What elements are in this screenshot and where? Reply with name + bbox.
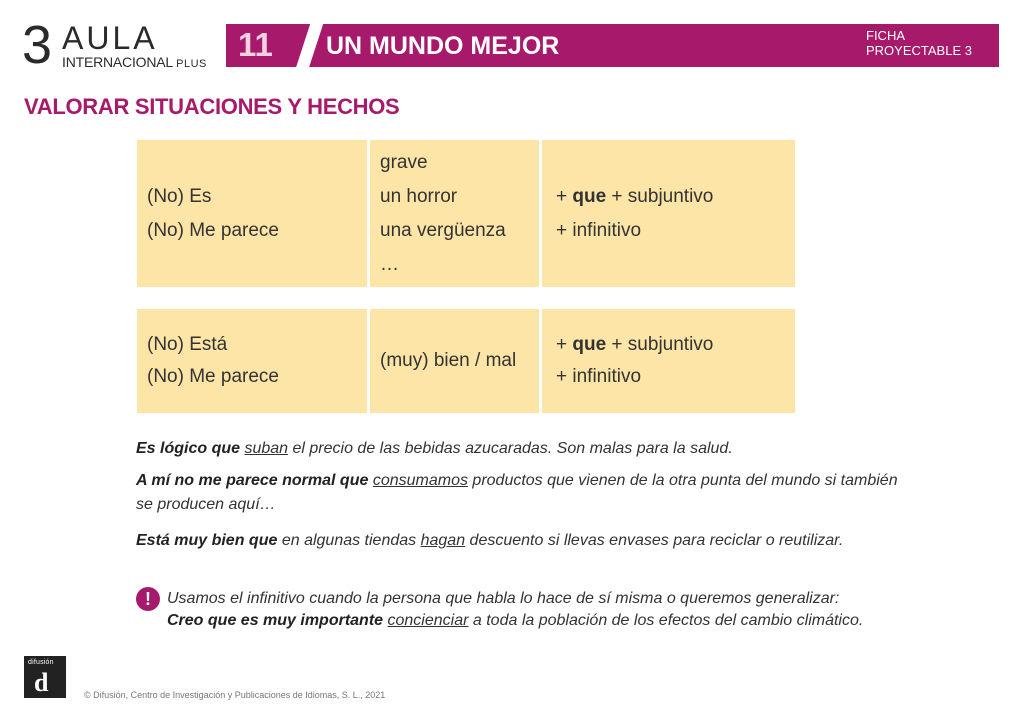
example-verb: consumamos bbox=[372, 472, 468, 489]
unit-number: 11 bbox=[238, 26, 273, 63]
table2-col1-item: (No) Está bbox=[147, 334, 228, 355]
logo-plus: PLUS bbox=[176, 58, 207, 70]
table1-col2-item: … bbox=[380, 253, 399, 275]
table2-col3-que-line bbox=[556, 329, 795, 361]
unit-banner bbox=[226, 24, 999, 67]
example-pre: en algunas tiendas bbox=[277, 532, 421, 549]
table2-col3-inf-line: + infinitivo bbox=[556, 366, 642, 387]
logo-subtitle bbox=[62, 54, 207, 70]
example-bold: A mí no me parece normal que bbox=[136, 472, 369, 489]
note-verb: concienciar bbox=[387, 612, 469, 629]
table1-col2 bbox=[370, 140, 539, 287]
publisher-logo bbox=[24, 656, 66, 698]
table1-col3-inf-line: + infinitivo bbox=[556, 219, 642, 241]
logo-word: AULA bbox=[62, 20, 158, 56]
table1-col1-item: (No) Es bbox=[147, 185, 212, 207]
example-rest: productos que vienen de la otra punta del mundo si también se producen aquí… bbox=[136, 472, 898, 513]
table1-col2-item: una vergüenza bbox=[380, 219, 506, 241]
logo-number: 3 bbox=[22, 15, 53, 75]
que-bold: que bbox=[572, 185, 607, 207]
table1-col2-item: grave bbox=[380, 151, 428, 173]
note bbox=[167, 588, 927, 632]
table1-col1-item: (No) Me parece bbox=[147, 219, 279, 241]
table2-col1-item: (No) Me parece bbox=[147, 366, 279, 387]
suffix: + subjuntivo bbox=[606, 185, 714, 207]
example-verb: suban bbox=[244, 440, 289, 457]
logo-sub-text: INTERNACIONAL bbox=[62, 54, 173, 70]
prefix: + bbox=[556, 334, 573, 355]
ficha-label bbox=[866, 28, 972, 58]
ficha-line1: FICHA bbox=[866, 28, 905, 43]
ficha-line2: PROYECTABLE 3 bbox=[866, 43, 972, 58]
que-bold: que bbox=[572, 334, 607, 355]
note-line1: Usamos el infinitivo cuando la persona que habla lo hace de sí misma o queremos generalizar: bbox=[167, 590, 840, 607]
grammar-table-2 bbox=[137, 309, 795, 413]
example-sentence bbox=[136, 529, 843, 553]
banner-slash bbox=[294, 18, 325, 74]
example-sentence bbox=[136, 437, 733, 461]
table2-col3 bbox=[542, 309, 795, 413]
table1-col2-item: un horror bbox=[380, 185, 458, 207]
note-line2 bbox=[167, 610, 927, 632]
prefix: + bbox=[556, 185, 573, 207]
example-rest: el precio de las bebidas azucaradas. Son malas para la salud. bbox=[288, 440, 733, 457]
example-bold: Es lógico que bbox=[136, 440, 241, 457]
unit-title: UN MUNDO MEJOR bbox=[326, 32, 560, 60]
grammar-table-1 bbox=[137, 140, 795, 287]
table1-col3-que-line bbox=[556, 180, 795, 214]
note-rest: a toda la población de los efectos del cambio climático. bbox=[468, 612, 864, 629]
table1-col3 bbox=[542, 140, 795, 287]
example-rest: descuento si llevas envases para reciclar o reutilizar. bbox=[465, 532, 844, 549]
table2-col1 bbox=[137, 309, 367, 413]
example-verb: hagan bbox=[420, 532, 466, 549]
note-bold: Creo que es muy importante bbox=[167, 612, 384, 629]
table2-col2-item: (muy) bien / mal bbox=[380, 350, 517, 371]
table2-col2 bbox=[370, 309, 539, 413]
example-bold: Está muy bien que bbox=[136, 532, 278, 549]
copyright: © Difusión, Centro de Investigación y Publicaciones de Idiomas, S. L., 2021 bbox=[84, 690, 386, 700]
section-title: VALORAR SITUACIONES Y HECHOS bbox=[24, 94, 400, 119]
publisher-name: difusión bbox=[28, 659, 54, 666]
example-sentence bbox=[136, 469, 916, 517]
exclamation-icon: ! bbox=[136, 587, 160, 611]
publisher-mark: d bbox=[34, 668, 49, 697]
suffix: + subjuntivo bbox=[606, 334, 714, 355]
table1-col1 bbox=[137, 140, 367, 287]
